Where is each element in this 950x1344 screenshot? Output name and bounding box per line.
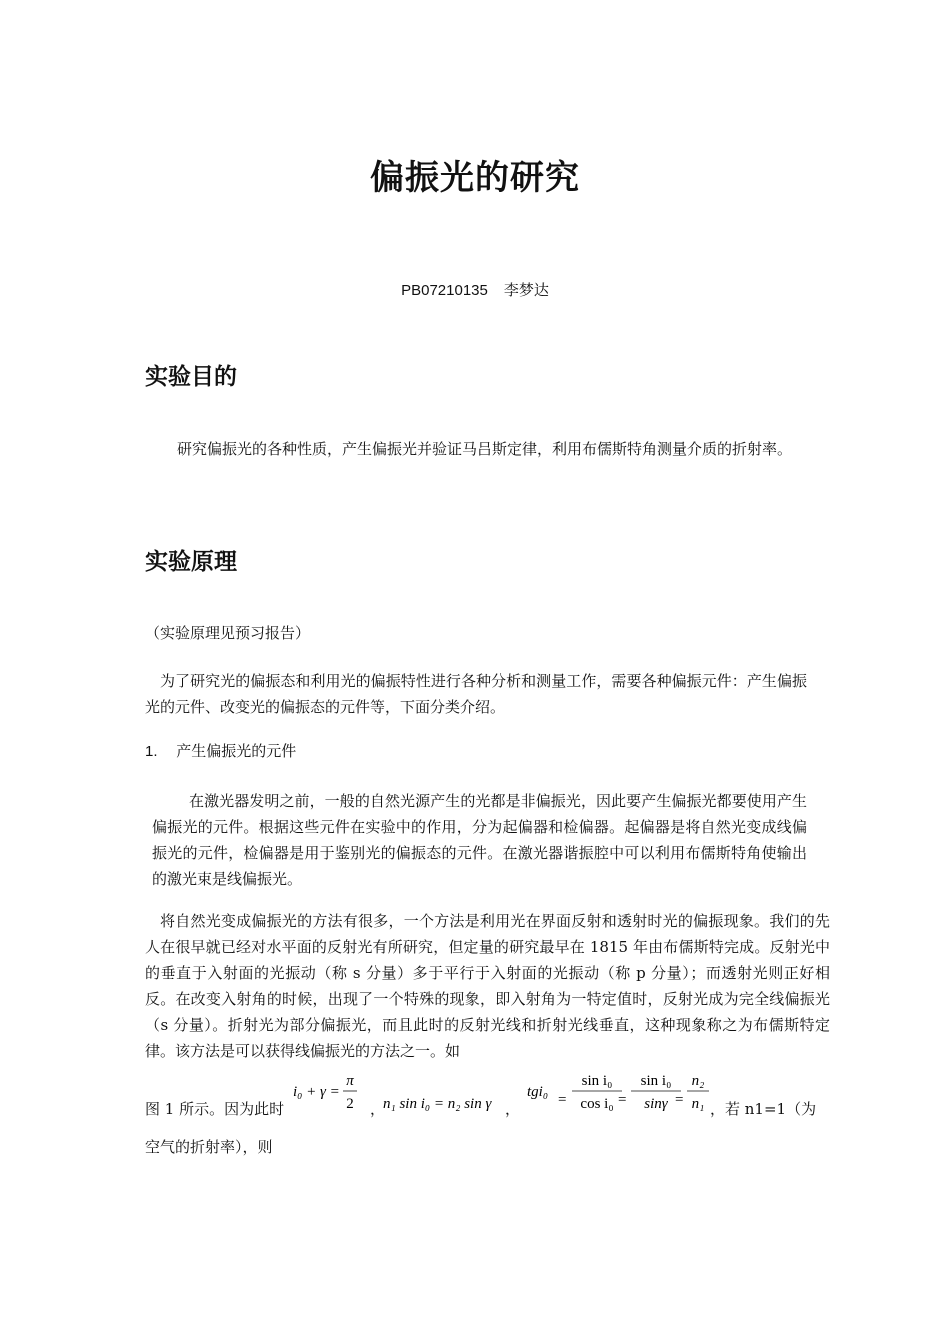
formula3-frac1-num: sin i₀ (581, 1073, 613, 1089)
formula3-frac3-num: n₂ (691, 1073, 705, 1089)
principle-intro-paragraph: 为了研究光的偏振态和利用光的偏振特性进行各种分析和测量工作，需要各种偏振元件：产生偏振光的元件、改变光的偏振态的元件等，下面分类介绍。 (145, 672, 807, 716)
author-name: 李梦达 (503, 281, 549, 299)
formula3-eq3: = (675, 1092, 684, 1108)
formula1-denominator: 2 (346, 1096, 354, 1112)
formula2: n₁ sin i₀ = n₂ sin γ (383, 1096, 492, 1112)
list-number: 1. (145, 743, 158, 760)
author-line (0, 279, 950, 300)
formula3-frac2-den: sinγ (644, 1096, 668, 1112)
formula1-numerator: π (346, 1073, 354, 1089)
formula3-frac1-den: cos i₀ (580, 1096, 614, 1112)
formula-separator-2: ， (505, 1100, 521, 1118)
principle-note: （实验原理见预习报告） (145, 624, 311, 642)
list-item (145, 738, 807, 765)
author-id: PB07210135 (401, 282, 488, 299)
list-item-text: 产生偏振光的元件 (176, 742, 297, 760)
brewster-paragraph: 将自然光变成偏振光的方法有很多，一个方法是利用光在界面反射和透射时光的偏振现象。我们的先人在很早就已经对水平面的反射光有所研究，但定量的研究最早在 1815 年由布儒斯特完成。反射光中的垂直于入射面的光振动（称 s 分量）多于平行于入射面的光振动（称 p 分量）；而透射光则正好相反。在改变入射角的时候，出现了一个特殊的现象，即入射角为一特定值时，反射光成为完全线偏振光（s 分量）。折射光为部分偏振光，而且此时的反射光线和折射光线垂直，这种现象称之为布儒斯特定律。该方法是可以获得线偏振光的方法之一。如 (145, 912, 830, 1060)
formula3-eq2: = (618, 1092, 627, 1108)
formula3-lhs: tgi₀ (527, 1084, 549, 1100)
document-title: 偏振光的研究 (370, 158, 580, 198)
formula-graphics (145, 1060, 815, 1130)
formula-prefix-text: 图 1 所示。因为此时 (145, 1100, 285, 1118)
purpose-paragraph: 研究偏振光的各种性质，产生偏振光并验证马吕斯定律，利用布儒斯特角测量介质的折射率。 (177, 440, 793, 458)
purpose-heading: 实验目的 (145, 364, 237, 390)
laser-paragraph: 在激光器发明之前，一般的自然光源产生的光都是非偏振光，因此要产生偏振光都要使用产生偏振光的元件。根据这些元件在实验中的作用，分为起偏器和检偏器。起偏器是将自然光变成线偏振光的元件，检偏器是用于鉴别光的偏振态的元件。在激光器谐振腔中可以利用布儒斯特角使输出的激光束是线偏振光。 (152, 792, 807, 888)
formula-suffix-text: ，若 n1=1（为 (710, 1100, 817, 1118)
formula1-lhs: i₀ + γ = (293, 1084, 340, 1100)
formula-separator-1: ， (370, 1100, 386, 1118)
principle-heading: 实验原理 (145, 549, 237, 575)
formula3-frac3-den: n₁ (691, 1096, 705, 1112)
formula-line (145, 1060, 815, 1130)
formula3-eq1: = (558, 1092, 567, 1108)
closing-line: 空气的折射率），则 (145, 1138, 273, 1156)
formula3-frac2-num: sin i₀ (640, 1073, 672, 1089)
